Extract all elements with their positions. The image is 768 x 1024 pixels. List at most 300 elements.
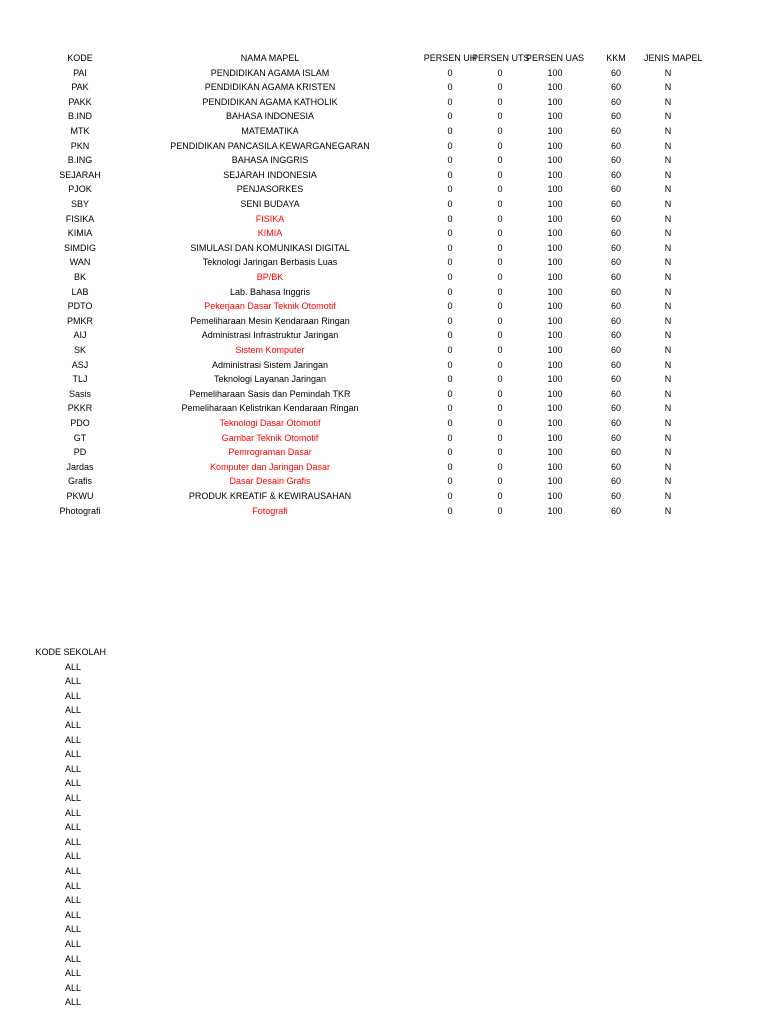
cell-kode: PKKR xyxy=(67,403,93,414)
cell-persen-uh: 0 xyxy=(447,199,453,209)
list-item xyxy=(0,835,120,850)
cell-persen-uas: 100 xyxy=(547,418,563,428)
cell-nama-mapel: Pemrograman Dasar xyxy=(228,447,312,458)
cell-persen-uts: 0 xyxy=(497,491,503,501)
cell-kode: PJOK xyxy=(68,184,92,195)
cell-persen-uts: 0 xyxy=(497,242,503,253)
cell-kode: PAKK xyxy=(68,96,92,107)
cell-kkm: 60 xyxy=(610,374,621,385)
cell-jenis-mapel: N xyxy=(664,126,672,136)
table-row xyxy=(0,255,768,270)
list-item xyxy=(0,820,120,835)
header-persen-uh: PERSEN UH xyxy=(423,53,477,63)
table-row xyxy=(0,372,768,387)
cell-kkm: 60 xyxy=(610,447,621,458)
list-item xyxy=(0,908,120,923)
cell-kkm: 60 xyxy=(610,505,621,516)
cell-persen-uh: 0 xyxy=(447,228,453,239)
header-kkm: KKM xyxy=(606,53,626,63)
cell-persen-uh: 0 xyxy=(447,67,453,78)
cell-nama-mapel: PRODUK KREATIF & KEWIRAUSAHAN xyxy=(188,491,352,501)
cell-kode-sekolah: ALL xyxy=(64,909,81,920)
table-row xyxy=(0,270,768,285)
cell-persen-uh: 0 xyxy=(447,330,453,341)
cell-persen-uh: 0 xyxy=(447,461,453,472)
cell-nama-mapel: Teknologi Jaringan Berbasis Luas xyxy=(202,257,338,268)
cell-persen-uh: 0 xyxy=(447,359,453,370)
list-item xyxy=(0,762,120,777)
cell-persen-uts: 0 xyxy=(497,257,503,268)
cell-kkm: 60 xyxy=(610,491,621,501)
cell-persen-uts: 0 xyxy=(497,301,503,312)
cell-jenis-mapel: N xyxy=(664,228,672,239)
list-item xyxy=(0,879,120,894)
cell-kode-sekolah: ALL xyxy=(64,880,81,891)
cell-persen-uas: 100 xyxy=(547,388,563,399)
cell-persen-uh: 0 xyxy=(447,82,453,93)
cell-kkm: 60 xyxy=(610,359,621,370)
cell-persen-uh: 0 xyxy=(447,388,453,399)
cell-kode: SK xyxy=(73,345,86,355)
cell-kkm: 60 xyxy=(610,301,621,312)
cell-persen-uh: 0 xyxy=(447,272,453,282)
cell-kode-sekolah: ALL xyxy=(64,836,81,847)
cell-kode-sekolah: ALL xyxy=(64,807,81,818)
cell-persen-uas: 100 xyxy=(547,447,563,458)
cell-persen-uts: 0 xyxy=(497,345,503,355)
cell-nama-mapel: Teknologi Layanan Jaringan xyxy=(213,374,327,385)
cell-nama-mapel: PENDIDIKAN PANCASILA KEWARGANEGARAN xyxy=(170,140,370,151)
list-item xyxy=(0,849,120,864)
table-row xyxy=(0,197,768,212)
cell-jenis-mapel: N xyxy=(664,111,672,122)
cell-jenis-mapel: N xyxy=(664,359,672,370)
cell-persen-uas: 100 xyxy=(547,213,563,224)
cell-kode-sekolah: ALL xyxy=(64,924,81,935)
cell-kode: PD xyxy=(73,447,87,458)
cell-nama-mapel: Komputer dan Jaringan Dasar xyxy=(209,461,331,472)
cell-kode: PKWU xyxy=(66,491,94,501)
cell-persen-uts: 0 xyxy=(497,228,503,239)
cell-kkm: 60 xyxy=(610,67,621,78)
cell-nama-mapel: Pemeliharaan Kelistrikan Kendaraan Ringan xyxy=(181,403,359,414)
cell-nama-mapel: BAHASA INGGRIS xyxy=(231,155,309,166)
list-item xyxy=(0,674,120,689)
table-row xyxy=(0,445,768,460)
cell-kkm: 60 xyxy=(610,199,621,209)
cell-jenis-mapel: N xyxy=(664,461,672,472)
cell-persen-uh: 0 xyxy=(447,126,453,136)
cell-jenis-mapel: N xyxy=(664,476,672,487)
table-row xyxy=(0,124,768,139)
cell-nama-mapel: Gambar Teknik Otomotif xyxy=(221,432,319,443)
list-item xyxy=(0,776,120,791)
cell-kode-sekolah: ALL xyxy=(64,968,81,979)
cell-jenis-mapel: N xyxy=(664,96,672,107)
cell-nama-mapel: Lab. Bahasa Inggris xyxy=(229,286,311,297)
cell-persen-uts: 0 xyxy=(497,184,503,195)
list-item xyxy=(0,995,120,1010)
cell-persen-uh: 0 xyxy=(447,301,453,312)
cell-nama-mapel: Dasar Desain Grafis xyxy=(229,476,311,487)
cell-kkm: 60 xyxy=(610,432,621,443)
cell-kode-sekolah: ALL xyxy=(64,661,81,672)
cell-kode: Jardas xyxy=(66,461,94,472)
list-item xyxy=(0,791,120,806)
cell-kkm: 60 xyxy=(610,403,621,414)
cell-nama-mapel: PENDIDIKAN AGAMA ISLAM xyxy=(210,67,330,78)
cell-persen-uas: 100 xyxy=(547,315,563,326)
cell-persen-uts: 0 xyxy=(497,432,503,443)
cell-kode: PAI xyxy=(73,67,87,78)
cell-persen-uts: 0 xyxy=(497,286,503,297)
table-row xyxy=(0,212,768,227)
cell-kode-sekolah: ALL xyxy=(64,690,81,701)
cell-persen-uh: 0 xyxy=(447,286,453,297)
cell-kkm: 60 xyxy=(610,96,621,107)
cell-kode: KIMIA xyxy=(67,228,93,239)
cell-persen-uas: 100 xyxy=(547,345,563,355)
table-row xyxy=(0,328,768,343)
cell-persen-uas: 100 xyxy=(547,140,563,151)
cell-jenis-mapel: N xyxy=(664,169,672,180)
cell-kkm: 60 xyxy=(610,272,621,282)
table-row xyxy=(0,504,768,519)
list-item xyxy=(0,937,120,952)
cell-kode: FISIKA xyxy=(65,213,95,224)
cell-persen-uh: 0 xyxy=(447,213,453,224)
cell-kode: LAB xyxy=(71,286,89,297)
cell-kode: SIMDIG xyxy=(63,242,96,253)
cell-nama-mapel: Teknologi Dasar Otomotif xyxy=(219,418,321,428)
cell-jenis-mapel: N xyxy=(664,140,672,151)
list-item xyxy=(0,689,120,704)
cell-kode-sekolah: ALL xyxy=(64,749,81,760)
cell-jenis-mapel: N xyxy=(664,67,672,78)
cell-persen-uas: 100 xyxy=(547,491,563,501)
cell-kode: BK xyxy=(73,272,86,282)
cell-persen-uts: 0 xyxy=(497,126,503,136)
cell-persen-uh: 0 xyxy=(447,418,453,428)
cell-jenis-mapel: N xyxy=(664,418,672,428)
cell-kode: PDTO xyxy=(67,301,93,312)
cell-persen-uts: 0 xyxy=(497,315,503,326)
cell-persen-uas: 100 xyxy=(547,432,563,443)
cell-jenis-mapel: N xyxy=(664,155,672,166)
cell-nama-mapel: PENDIDIKAN AGAMA KRISTEN xyxy=(204,82,336,93)
cell-kkm: 60 xyxy=(610,228,621,239)
cell-persen-uh: 0 xyxy=(447,491,453,501)
cell-kode: Sasis xyxy=(68,388,91,399)
list-item xyxy=(0,806,120,821)
cell-jenis-mapel: N xyxy=(664,345,672,355)
cell-nama-mapel: FISIKA xyxy=(255,213,285,224)
table-row xyxy=(0,474,768,489)
list-item xyxy=(0,966,120,981)
cell-persen-uas: 100 xyxy=(547,169,563,180)
cell-persen-uh: 0 xyxy=(447,111,453,122)
cell-persen-uts: 0 xyxy=(497,461,503,472)
cell-persen-uas: 100 xyxy=(547,301,563,312)
cell-persen-uas: 100 xyxy=(547,359,563,370)
cell-kkm: 60 xyxy=(610,111,621,122)
table-row xyxy=(0,401,768,416)
table-row xyxy=(0,489,768,504)
cell-kode: PMKR xyxy=(66,315,93,326)
cell-persen-uh: 0 xyxy=(447,432,453,443)
cell-nama-mapel: Administrasi Sistem Jaringan xyxy=(211,359,329,370)
cell-persen-uas: 100 xyxy=(547,403,563,414)
cell-kode-sekolah: ALL xyxy=(64,778,81,789)
table-row xyxy=(0,95,768,110)
cell-persen-uas: 100 xyxy=(547,257,563,268)
table-row xyxy=(0,139,768,154)
cell-nama-mapel: PENJASORKES xyxy=(236,184,304,195)
table-row xyxy=(0,80,768,95)
table-row xyxy=(0,226,768,241)
table-row xyxy=(0,66,768,81)
cell-persen-uts: 0 xyxy=(497,505,503,516)
table-row xyxy=(0,285,768,300)
cell-persen-uas: 100 xyxy=(547,242,563,253)
cell-kode: SEJARAH xyxy=(59,169,101,180)
cell-jenis-mapel: N xyxy=(664,272,672,282)
cell-jenis-mapel: N xyxy=(664,213,672,224)
header-persen-uts: PERSEN UTS xyxy=(472,53,530,63)
cell-persen-uh: 0 xyxy=(447,257,453,268)
cell-nama-mapel: Fotografi xyxy=(252,505,288,516)
table-row xyxy=(0,343,768,358)
cell-kode: PAK xyxy=(71,82,89,93)
cell-persen-uas: 100 xyxy=(547,330,563,341)
cell-kkm: 60 xyxy=(610,461,621,472)
cell-jenis-mapel: N xyxy=(664,301,672,312)
cell-nama-mapel: Pekerjaan Dasar Teknik Otomotif xyxy=(204,301,336,312)
cell-jenis-mapel: N xyxy=(664,388,672,399)
cell-kode-sekolah: ALL xyxy=(64,763,81,774)
cell-kode-sekolah: ALL xyxy=(64,720,81,730)
cell-kkm: 60 xyxy=(610,388,621,399)
table-row xyxy=(0,416,768,431)
cell-jenis-mapel: N xyxy=(664,447,672,458)
cell-persen-uas: 100 xyxy=(547,228,563,239)
cell-persen-uas: 100 xyxy=(547,96,563,107)
cell-persen-uas: 100 xyxy=(547,286,563,297)
cell-persen-uas: 100 xyxy=(547,126,563,136)
cell-nama-mapel: Pemeliharaan Sasis dan Pemindah TKR xyxy=(189,388,351,399)
table-header-row xyxy=(0,51,768,66)
cell-nama-mapel: SIMULASI DAN KOMUNIKASI DIGITAL xyxy=(190,242,350,253)
cell-kode-sekolah: ALL xyxy=(64,793,81,803)
cell-kode-sekolah: ALL xyxy=(64,939,81,949)
cell-kkm: 60 xyxy=(610,155,621,166)
cell-kode: B.IND xyxy=(67,111,92,122)
cell-persen-uts: 0 xyxy=(497,155,503,166)
cell-persen-uts: 0 xyxy=(497,82,503,93)
header-jenis-mapel: JENIS MAPEL xyxy=(644,53,703,63)
table-row xyxy=(0,241,768,256)
cell-persen-uh: 0 xyxy=(447,447,453,458)
list-item xyxy=(0,703,120,718)
cell-jenis-mapel: N xyxy=(664,199,672,209)
cell-persen-uas: 100 xyxy=(547,184,563,195)
cell-nama-mapel: SENI BUDAYA xyxy=(240,199,300,209)
cell-persen-uts: 0 xyxy=(497,140,503,151)
table-row xyxy=(0,460,768,475)
cell-kkm: 60 xyxy=(610,242,621,253)
cell-jenis-mapel: N xyxy=(664,184,672,195)
list-item xyxy=(0,981,120,996)
cell-persen-uts: 0 xyxy=(497,359,503,370)
cell-kkm: 60 xyxy=(610,286,621,297)
cell-kode-sekolah: ALL xyxy=(64,676,81,687)
header-kode: KODE xyxy=(67,53,93,63)
table-row xyxy=(0,153,768,168)
table-row xyxy=(0,109,768,124)
cell-kode: Grafis xyxy=(67,476,92,487)
cell-persen-uh: 0 xyxy=(447,169,453,180)
cell-kkm: 60 xyxy=(610,126,621,136)
cell-persen-uh: 0 xyxy=(447,374,453,385)
cell-kode: GT xyxy=(73,432,87,443)
cell-persen-uas: 100 xyxy=(547,461,563,472)
cell-persen-uas: 100 xyxy=(547,155,563,166)
list-item xyxy=(0,922,120,937)
cell-jenis-mapel: N xyxy=(664,257,672,268)
cell-persen-uts: 0 xyxy=(497,272,503,282)
cell-kode: PKN xyxy=(70,140,90,151)
cell-kode-sekolah: ALL xyxy=(64,705,81,716)
cell-nama-mapel: PENDIDIKAN AGAMA KATHOLIK xyxy=(202,96,338,107)
list-item xyxy=(0,864,120,879)
cell-persen-uts: 0 xyxy=(497,447,503,458)
cell-persen-uas: 100 xyxy=(547,374,563,385)
list-item xyxy=(0,733,120,748)
cell-kkm: 60 xyxy=(610,476,621,487)
cell-persen-uts: 0 xyxy=(497,111,503,122)
cell-persen-uas: 100 xyxy=(547,272,563,282)
list-item xyxy=(0,893,120,908)
cell-kode: B.ING xyxy=(67,155,93,166)
cell-persen-uts: 0 xyxy=(497,330,503,341)
cell-kode: SBY xyxy=(70,199,89,209)
cell-nama-mapel: SEJARAH INDONESIA xyxy=(223,169,317,180)
cell-persen-uh: 0 xyxy=(447,315,453,326)
list-item xyxy=(0,747,120,762)
cell-persen-uts: 0 xyxy=(497,169,503,180)
cell-kkm: 60 xyxy=(610,213,621,224)
cell-persen-uts: 0 xyxy=(497,67,503,78)
cell-jenis-mapel: N xyxy=(664,242,672,253)
table-row xyxy=(0,299,768,314)
cell-persen-uas: 100 xyxy=(547,476,563,487)
cell-jenis-mapel: N xyxy=(664,491,672,501)
cell-persen-uas: 100 xyxy=(547,199,563,209)
cell-kkm: 60 xyxy=(610,345,621,355)
cell-kkm: 60 xyxy=(610,330,621,341)
table-row xyxy=(0,431,768,446)
table-row xyxy=(0,358,768,373)
cell-nama-mapel: Pemeliharaan Mesin Kendaraan Ringan xyxy=(190,315,350,326)
cell-kode: MTK xyxy=(70,126,90,136)
cell-kkm: 60 xyxy=(610,418,621,428)
cell-nama-mapel: BAHASA INDONESIA xyxy=(225,111,315,122)
cell-kode-sekolah: ALL xyxy=(64,953,81,964)
cell-kode: Photografi xyxy=(59,505,101,516)
cell-kkm: 60 xyxy=(610,315,621,326)
table-row xyxy=(0,168,768,183)
cell-persen-uts: 0 xyxy=(497,374,503,385)
cell-kode: WAN xyxy=(69,257,91,268)
cell-kode-sekolah: ALL xyxy=(64,734,81,745)
header-nama-mapel: NAMA MAPEL xyxy=(240,53,300,63)
cell-jenis-mapel: N xyxy=(664,82,672,93)
cell-nama-mapel: BP/BK xyxy=(256,272,284,282)
cell-kkm: 60 xyxy=(610,169,621,180)
kode-sekolah-header-row xyxy=(0,645,120,660)
header-kode-sekolah: KODE SEKOLAH xyxy=(35,647,106,657)
cell-persen-uts: 0 xyxy=(497,476,503,487)
cell-kkm: 60 xyxy=(610,257,621,268)
cell-nama-mapel: KIMIA xyxy=(257,228,283,239)
cell-persen-uh: 0 xyxy=(447,242,453,253)
cell-kode-sekolah: ALL xyxy=(64,997,81,1008)
cell-persen-uas: 100 xyxy=(547,82,563,93)
cell-jenis-mapel: N xyxy=(664,374,672,385)
cell-nama-mapel: MATEMATIKA xyxy=(241,126,299,136)
cell-kode: ASJ xyxy=(71,359,89,370)
cell-persen-uas: 100 xyxy=(547,67,563,78)
list-item xyxy=(0,660,120,675)
cell-persen-uh: 0 xyxy=(447,476,453,487)
cell-persen-uh: 0 xyxy=(447,184,453,195)
cell-persen-uts: 0 xyxy=(497,96,503,107)
cell-kkm: 60 xyxy=(610,140,621,151)
cell-persen-uas: 100 xyxy=(547,111,563,122)
cell-jenis-mapel: N xyxy=(664,505,672,516)
cell-jenis-mapel: N xyxy=(664,330,672,341)
cell-persen-uh: 0 xyxy=(447,345,453,355)
cell-persen-uts: 0 xyxy=(497,403,503,414)
list-item xyxy=(0,952,120,967)
cell-persen-uts: 0 xyxy=(497,199,503,209)
cell-jenis-mapel: N xyxy=(664,432,672,443)
cell-persen-uh: 0 xyxy=(447,403,453,414)
cell-kode: AIJ xyxy=(73,330,87,341)
cell-persen-uh: 0 xyxy=(447,505,453,516)
cell-kode-sekolah: ALL xyxy=(64,866,81,876)
cell-persen-uas: 100 xyxy=(547,505,563,516)
cell-jenis-mapel: N xyxy=(664,403,672,414)
cell-kode-sekolah: ALL xyxy=(64,822,81,833)
cell-kkm: 60 xyxy=(610,82,621,93)
table-row xyxy=(0,314,768,329)
cell-persen-uh: 0 xyxy=(447,155,453,166)
cell-kode-sekolah: ALL xyxy=(64,982,81,993)
cell-nama-mapel: Sistem Komputer xyxy=(235,345,305,355)
cell-persen-uts: 0 xyxy=(497,418,503,428)
header-persen-uas: PERSEN UAS xyxy=(526,53,585,63)
cell-kode-sekolah: ALL xyxy=(64,895,81,906)
cell-nama-mapel: Administrasi Infrastruktur Jaringan xyxy=(201,330,339,341)
cell-jenis-mapel: N xyxy=(664,286,672,297)
cell-persen-uh: 0 xyxy=(447,96,453,107)
list-item xyxy=(0,718,120,733)
cell-persen-uts: 0 xyxy=(497,388,503,399)
cell-kode: TLJ xyxy=(72,374,88,385)
cell-kode-sekolah: ALL xyxy=(64,851,81,862)
cell-persen-uts: 0 xyxy=(497,213,503,224)
